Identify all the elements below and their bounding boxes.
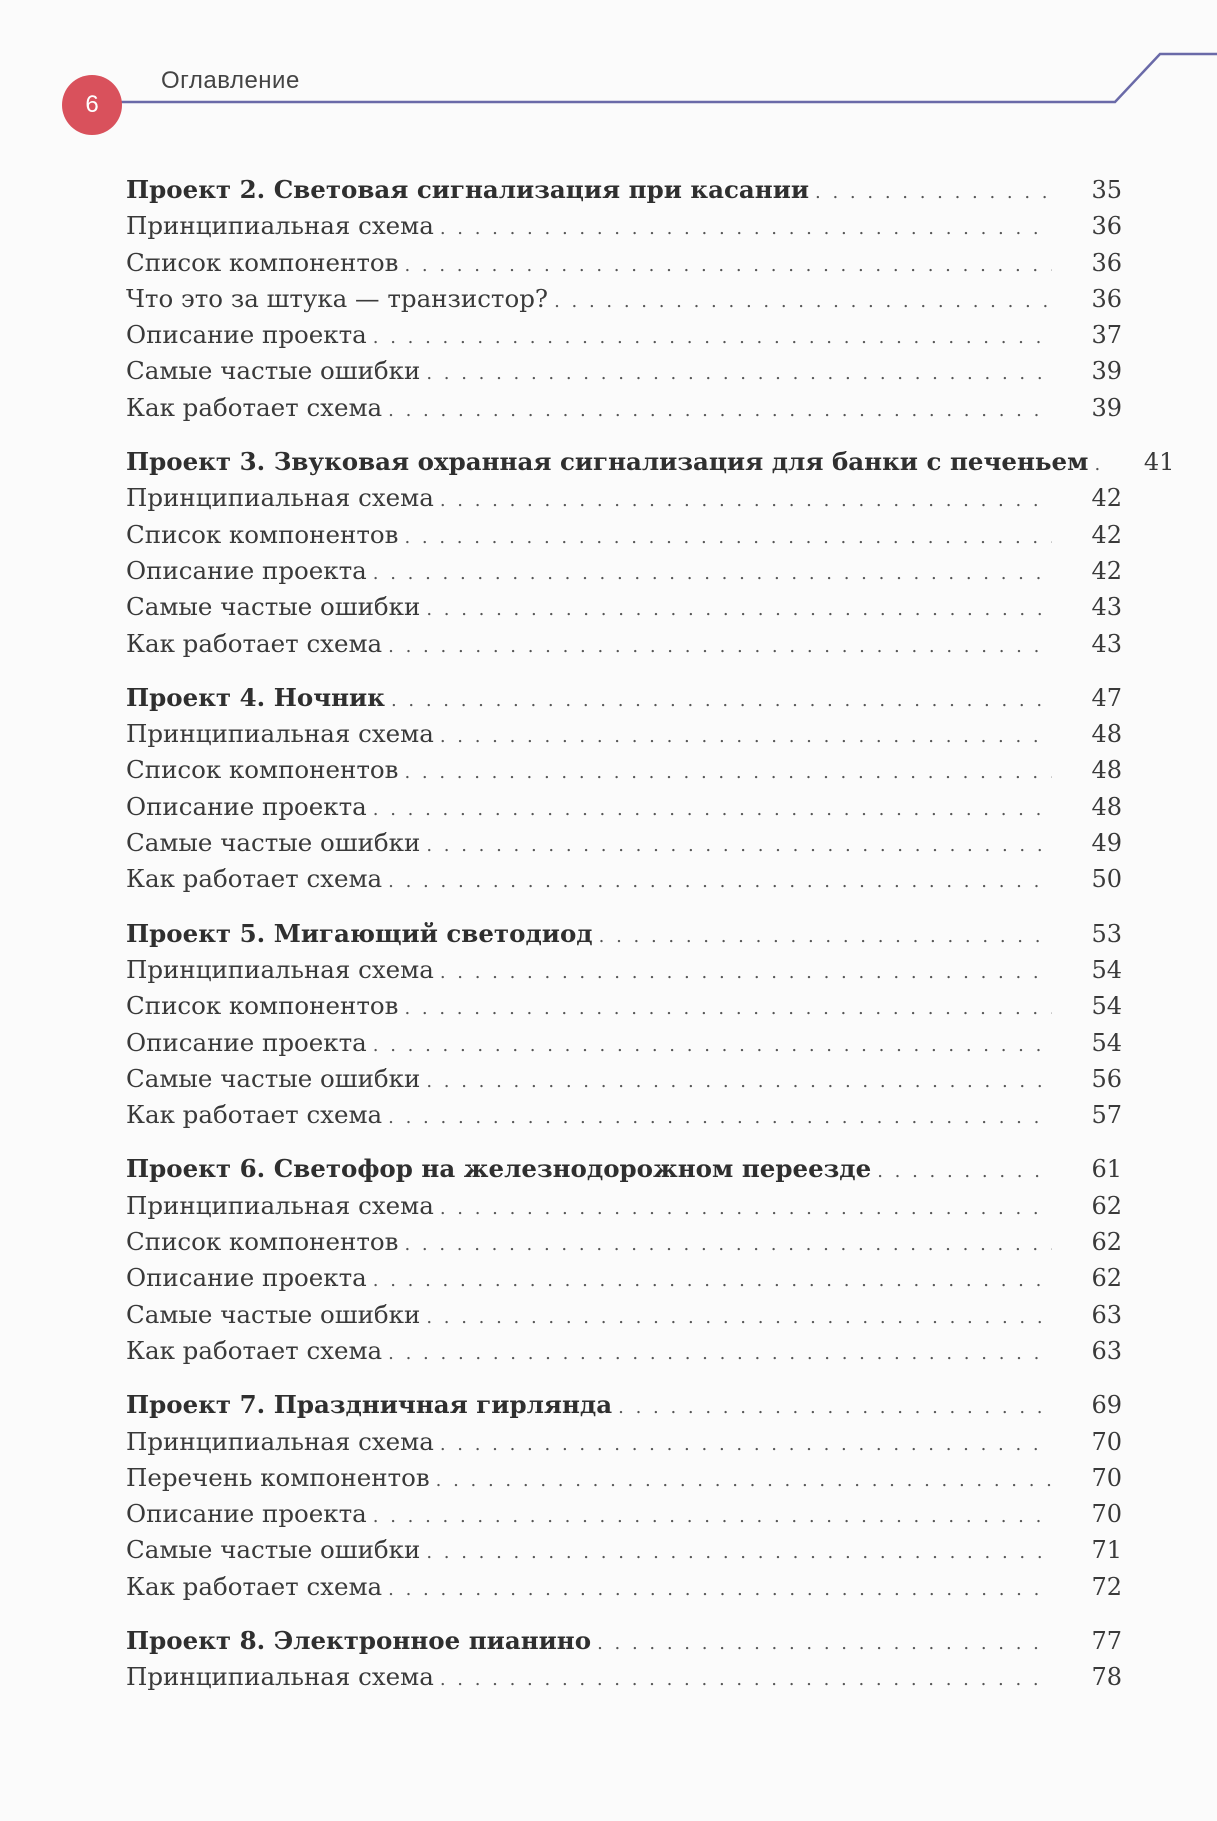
toc-page-number: 42	[1091, 520, 1122, 549]
toc-entry[interactable]	[126, 1260, 1122, 1296]
toc-entry[interactable]	[126, 1569, 1122, 1605]
toc-entry-label: Принципиальная схема	[126, 211, 434, 241]
toc-page-number: 54	[1091, 955, 1122, 984]
dot-leader	[1094, 447, 1104, 483]
toc-entry[interactable]	[126, 208, 1122, 244]
dot-leader	[440, 719, 1052, 755]
toc-entry-label: Список компонентов	[126, 247, 399, 277]
toc-page-number: 72	[1091, 1572, 1122, 1601]
toc-entry[interactable]	[126, 752, 1122, 788]
toc-entry[interactable]	[126, 716, 1122, 752]
toc-page-number: 70	[1091, 1500, 1122, 1529]
toc-entry-label: Что это за штука — транзистор?	[126, 283, 549, 313]
toc-heading-label: Проект 4. Ночник	[126, 682, 385, 712]
toc-page-number: 43	[1091, 629, 1122, 658]
toc-heading-label: Проект 8. Электронное пианино	[126, 1625, 592, 1655]
toc-entry-label: Самые частые ошибки	[126, 828, 421, 858]
dot-leader	[440, 1662, 1052, 1698]
table-of-contents	[126, 172, 1175, 1714]
dot-leader	[618, 1390, 1052, 1426]
toc-entry[interactable]	[126, 1097, 1122, 1133]
toc-entry-label: Описание проекта	[126, 791, 367, 821]
toc-page-number: 35	[1091, 176, 1122, 204]
toc-page-number: 62	[1091, 1191, 1122, 1220]
toc-page-number: 53	[1091, 919, 1122, 948]
toc-entry[interactable]	[126, 1532, 1122, 1568]
toc-section	[126, 1387, 1122, 1605]
toc-page-number: 47	[1091, 683, 1122, 712]
toc-section	[126, 444, 1175, 662]
toc-entry[interactable]	[126, 1061, 1122, 1097]
dot-leader	[877, 1154, 1052, 1190]
dot-leader	[426, 592, 1052, 628]
dot-leader	[388, 864, 1052, 900]
toc-page-number: 71	[1091, 1536, 1122, 1565]
dot-leader	[599, 919, 1052, 955]
dot-leader	[373, 1263, 1052, 1299]
toc-heading-label: Проект 5. Мигающий светодиод	[126, 918, 593, 948]
toc-entry-label: Самые частые ошибки	[126, 1535, 421, 1565]
dot-leader	[426, 1300, 1052, 1336]
toc-page-number: 36	[1091, 212, 1122, 241]
toc-page-number: 62	[1091, 1264, 1122, 1293]
toc-entry-label: Самые частые ошибки	[126, 356, 421, 386]
toc-entry-label: Список компонентов	[126, 755, 399, 785]
toc-page-number: 43	[1091, 593, 1122, 622]
toc-page-number: 70	[1091, 1427, 1122, 1456]
toc-page-number: 36	[1091, 284, 1122, 313]
dot-leader	[426, 1064, 1052, 1100]
toc-entry[interactable]	[126, 1297, 1122, 1333]
toc-page-number: 42	[1091, 484, 1122, 513]
toc-entry-label: Как работает схема	[126, 1100, 383, 1130]
toc-page-number: 39	[1091, 393, 1122, 422]
toc-entry-label: Как работает схема	[126, 864, 383, 894]
toc-entry-label: Принципиальная схема	[126, 483, 434, 513]
toc-entry-label: Описание проекта	[126, 555, 367, 585]
toc-page-number: 77	[1091, 1626, 1122, 1655]
dot-leader	[404, 755, 1052, 791]
toc-entry[interactable]	[126, 390, 1122, 426]
toc-page-number: 54	[1091, 992, 1122, 1021]
toc-page-number: 39	[1091, 357, 1122, 386]
toc-entry[interactable]	[126, 353, 1122, 389]
dot-leader	[404, 248, 1052, 284]
toc-entry-label: Как работает схема	[126, 628, 383, 658]
toc-page-number: 56	[1091, 1064, 1122, 1093]
toc-page-number: 78	[1091, 1663, 1122, 1692]
toc-entry[interactable]	[126, 281, 1122, 317]
dot-leader	[426, 828, 1052, 864]
toc-entry-label: Список компонентов	[126, 519, 399, 549]
toc-section	[126, 916, 1122, 1134]
dot-leader	[391, 683, 1052, 719]
toc-entry-label: Принципиальная схема	[126, 1662, 434, 1692]
toc-entry[interactable]	[126, 553, 1122, 589]
toc-entry[interactable]	[126, 825, 1122, 861]
dot-leader	[388, 1100, 1052, 1136]
toc-page-number: 42	[1091, 556, 1122, 585]
toc-entry-label: Принципиальная схема	[126, 1190, 434, 1220]
toc-heading-label: Проект 3. Звуковая охранная сигнализация для банки с печеньем	[126, 447, 1089, 477]
toc-entry[interactable]	[126, 317, 1122, 353]
toc-heading-entry[interactable]	[126, 1623, 1122, 1659]
toc-section	[126, 1151, 1122, 1369]
toc-page-number: 63	[1091, 1300, 1122, 1329]
toc-page-number: 63	[1091, 1336, 1122, 1365]
toc-page-number: 57	[1091, 1101, 1122, 1130]
toc-entry-label: Как работает схема	[126, 1335, 383, 1365]
toc-entry[interactable]	[126, 1188, 1122, 1224]
dot-leader	[373, 792, 1052, 828]
toc-heading-entry[interactable]	[126, 1151, 1122, 1187]
toc-entry[interactable]	[126, 1659, 1122, 1695]
dot-leader	[554, 284, 1052, 320]
toc-entry[interactable]	[126, 1333, 1122, 1369]
toc-section	[126, 1623, 1122, 1696]
toc-entry-label: Самые частые ошибки	[126, 592, 421, 622]
toc-entry[interactable]	[126, 1224, 1122, 1260]
toc-entry-label: Список компонентов	[126, 991, 399, 1021]
toc-entry-label: Самые частые ошибки	[126, 1063, 421, 1093]
dot-leader	[436, 1463, 1052, 1499]
toc-entry-label: Как работает схема	[126, 392, 383, 422]
dot-leader	[440, 1191, 1052, 1227]
dot-leader	[404, 991, 1052, 1027]
dot-leader	[373, 320, 1052, 356]
dot-leader	[597, 1626, 1052, 1662]
running-header-title: Оглавление	[161, 67, 300, 94]
page-number-badge	[62, 75, 122, 135]
toc-page-number: 49	[1091, 829, 1122, 858]
toc-heading-entry[interactable]	[126, 916, 1122, 952]
toc-section	[126, 680, 1122, 898]
toc-entry-label: Описание проекта	[126, 1499, 367, 1529]
dot-leader	[815, 175, 1052, 211]
toc-entry[interactable]	[126, 861, 1122, 897]
toc-entry[interactable]	[126, 1424, 1122, 1460]
toc-heading-label: Проект 6. Светофор на железнодорожном переезде	[126, 1154, 872, 1184]
dot-leader	[388, 1572, 1052, 1608]
toc-entry-label: Принципиальная схема	[126, 1426, 434, 1456]
dot-leader	[388, 1336, 1052, 1372]
toc-page-number: 36	[1091, 248, 1122, 277]
dot-leader	[426, 356, 1052, 392]
dot-leader	[404, 520, 1052, 556]
toc-page-number: 48	[1091, 756, 1122, 785]
toc-entry-label: Перечень компонентов	[126, 1462, 430, 1492]
toc-heading-entry[interactable]	[126, 680, 1122, 716]
toc-page-number: 50	[1091, 865, 1122, 894]
dot-leader	[440, 211, 1052, 247]
toc-entry[interactable]	[126, 1496, 1122, 1532]
page-number: 6	[85, 91, 99, 118]
toc-heading-entry[interactable]	[126, 444, 1175, 480]
toc-entry[interactable]	[126, 589, 1122, 625]
toc-entry[interactable]	[126, 952, 1122, 988]
toc-entry-label: Принципиальная схема	[126, 954, 434, 984]
toc-section	[126, 172, 1122, 426]
toc-page-number: 54	[1091, 1028, 1122, 1057]
toc-entry[interactable]	[126, 245, 1122, 281]
toc-entry[interactable]	[126, 517, 1122, 553]
toc-page-number: 69	[1091, 1391, 1122, 1420]
toc-page-number: 48	[1091, 792, 1122, 821]
toc-entry[interactable]	[126, 1025, 1122, 1061]
toc-entry-label: Описание проекта	[126, 1263, 367, 1293]
dot-leader	[373, 556, 1052, 592]
dot-leader	[440, 955, 1052, 991]
toc-page-number: 37	[1091, 321, 1122, 350]
toc-page-number: 62	[1091, 1228, 1122, 1257]
toc-entry[interactable]	[126, 789, 1122, 825]
toc-page-number: 70	[1091, 1463, 1122, 1492]
toc-page-number: 61	[1091, 1155, 1122, 1184]
toc-page-number: 41	[1143, 448, 1175, 477]
dot-leader	[388, 629, 1052, 665]
toc-heading-label: Проект 7. Праздничная гирлянда	[126, 1390, 613, 1420]
toc-entry-label: Как работает схема	[126, 1571, 383, 1601]
toc-entry-label: Описание проекта	[126, 1027, 367, 1057]
toc-entry-label: Описание проекта	[126, 320, 367, 350]
toc-heading-entry[interactable]	[126, 1387, 1122, 1423]
toc-entry[interactable]	[126, 1460, 1122, 1496]
toc-entry-label: Самые частые ошибки	[126, 1299, 421, 1329]
toc-entry[interactable]	[126, 988, 1122, 1024]
dot-leader	[426, 1535, 1052, 1571]
dot-leader	[440, 1427, 1052, 1463]
toc-heading-label: Проект 2. Световая сигнализация при касании	[126, 175, 810, 204]
toc-entry[interactable]	[126, 480, 1122, 516]
dot-leader	[373, 1028, 1052, 1064]
toc-page-number: 48	[1091, 720, 1122, 749]
toc-entry-label: Список компонентов	[126, 1227, 399, 1257]
toc-heading-entry[interactable]	[126, 172, 1122, 208]
dot-leader	[388, 393, 1052, 429]
dot-leader	[373, 1499, 1052, 1535]
toc-entry-label: Принципиальная схема	[126, 719, 434, 749]
dot-leader	[404, 1227, 1052, 1263]
dot-leader	[440, 483, 1052, 519]
toc-entry[interactable]	[126, 626, 1122, 662]
